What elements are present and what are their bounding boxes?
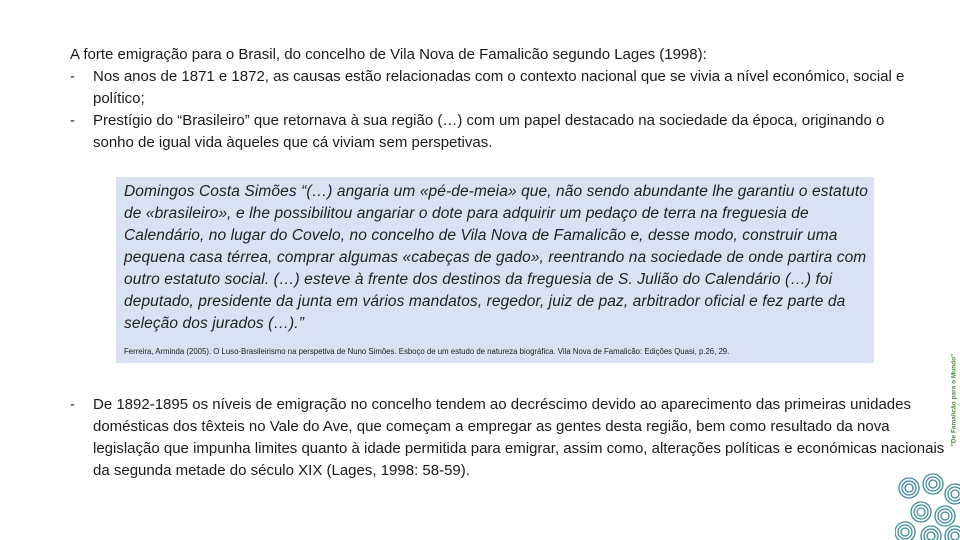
intro-section [70,44,920,154]
bullet-dash: - [70,68,75,85]
bullet-text: Nos anos de 1871 e 1872, as causas estão relacionadas com o contexto nacional que se vivia a nível económico, social e político; [93,68,905,107]
bullet-text: De 1892-1895 os níveis de emigração no concelho tendem ao decréscimo devido ao aparecimento das primeiras unidades domésticas dos têxteis no Vale do Ave, que começam a empregar as gentes desta região, bem como resultado da nova legislação que impunha limites quanto à idade permitida para emigrar, assim como, alterações políticas e económicas nacionais da segunda metade do século XIX (Lages, 1998: 58-59). [93,396,945,479]
intro-heading: A forte emigração para o Brasil, do concelho de Vila Nova de Famalicão segundo Lages (1998): [70,46,707,63]
bullet-dash: - [70,112,75,129]
bullet-item [70,66,920,110]
quote-text: Domingos Costa Simões “(…) angaria um «pé-de-meia» que, não sendo abundante lhe garantiu o estatuto de «brasileiro», e lhe possibilitou angariar o dote para adquirir um pedaço de terra na freguesia de Calendário, no lugar do Covelo, no concelho de Vila Nova de Famalicão e, desse modo, construir uma pequena casa térrea, comprar algumas «cabeças de gado», reentrando na sociedade de onde partira com outro estatuto social. (…) esteve à frente dos destinos da freguesia de S. Julião do Calendário (…) foi deputado, presidente da junta em vários mandatos, regedor, juiz de paz, arbitrador oficial e fez parte da seleção dos jurados (…).” [124,183,869,332]
citation: Ferreira, Arminda (2005). O Luso-Brasileirismo na perspetiva de Nuno Simões. Esboço de um estudo de natureza biográfica. Vila Nova de Famalicão: Edições Quasi, p.26, 29. [124,347,730,356]
quote-box [116,177,874,363]
concentric-circles-logo-icon [895,470,960,540]
bullet-text: Prestígio do “Brasileiro” que retornava à sua região (…) com um papel destacado na sociedade da época, originando o sonho de igual vida àqueles que cá viviam sem perspetivas. [93,112,885,151]
bullet-dash: - [70,396,75,413]
bottom-bullet [70,394,945,482]
bullet-item [70,110,920,154]
side-label: "De Famalicão para o Mundo" [950,353,958,447]
